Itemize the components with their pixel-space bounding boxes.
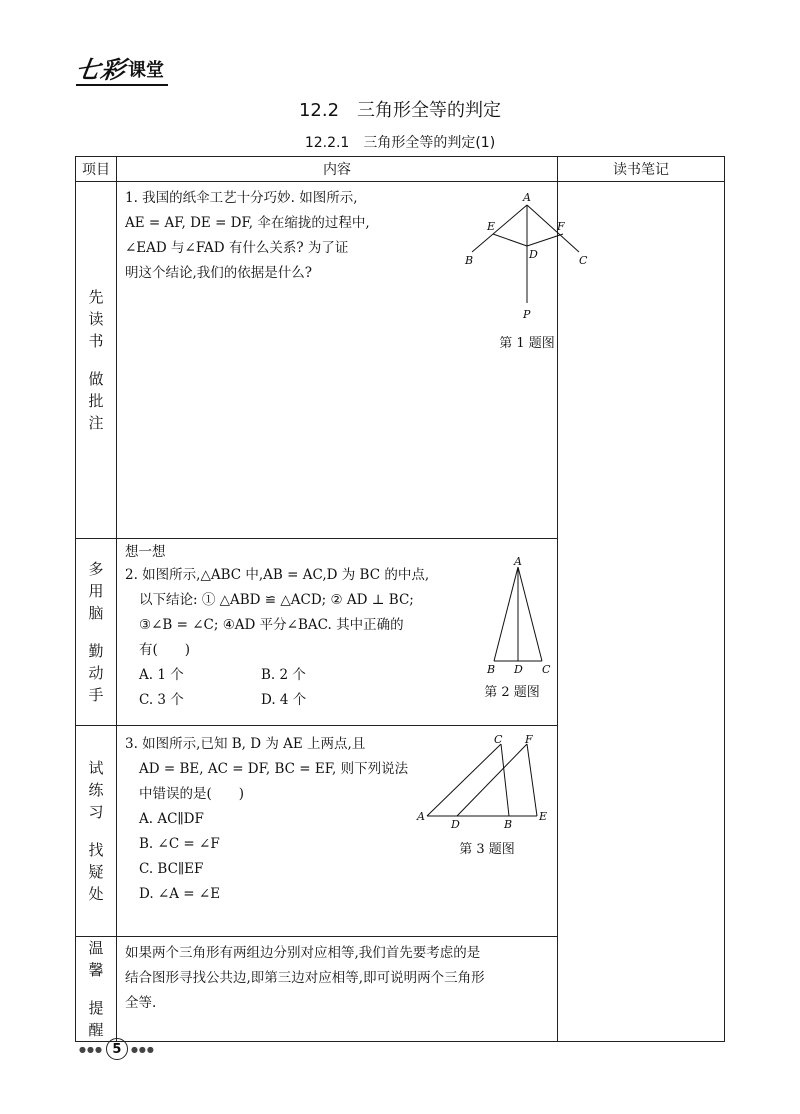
- q1-text: [125, 186, 425, 286]
- q3-option-b: B. ∠C = ∠F: [139, 836, 220, 852]
- q1-caption: 第 1 题图: [499, 336, 555, 351]
- logo-underline: [76, 84, 168, 86]
- q2-label-d: D: [514, 663, 523, 676]
- section-title: 12.2 三角形全等的判定: [298, 100, 502, 121]
- q1-cell: [117, 182, 588, 539]
- q2-label-b: B: [487, 663, 496, 676]
- q2-line: 2. 如图所示,△ABC 中,AB = AC,D 为 BC 的中点,: [125, 567, 430, 583]
- q3-label-f: F: [525, 733, 533, 746]
- label-group-4: [76, 937, 116, 1041]
- q2-figure: [467, 555, 557, 676]
- q1-label-p: P: [523, 308, 531, 321]
- q3-option-c: C. BC∥EF: [139, 861, 204, 877]
- q2-option-a: A. 1 个: [139, 667, 184, 683]
- q3-option-d: D. ∠A = ∠E: [139, 886, 221, 902]
- q1-label-c: C: [579, 254, 588, 267]
- tip-line: 结合图形寻找公共边,即第三边对应相等,即可说明两个三角形: [125, 970, 485, 986]
- q3-caption: 第 3 题图: [459, 842, 515, 857]
- label-gap: [76, 823, 116, 839]
- row-label-phrase: 做批注: [88, 370, 104, 432]
- q2-option-d: D. 4 个: [261, 692, 307, 708]
- dots-right: ●●●: [130, 1044, 155, 1054]
- q2-line: ③∠B = ∠C; ④AD 平分∠BAC. 其中正确的: [139, 617, 404, 633]
- q2-cell: [117, 539, 558, 726]
- tip-line: 如果两个三角形有两组边分别对应相等,我们首先要考虑的是: [125, 945, 481, 961]
- q3-label-b: B: [504, 818, 513, 831]
- brand-logo: [73, 52, 164, 84]
- q2-options-row-2: [125, 688, 475, 713]
- row-label-phrase: 试练习: [88, 759, 104, 821]
- q3-label-c: C: [494, 733, 503, 746]
- q2-think: 想一想: [125, 544, 166, 560]
- row-label-practice: [76, 726, 117, 937]
- q1-line: 明这个结论,我们的依据是什么?: [125, 265, 313, 281]
- q1-line: 1. 我国的纸伞工艺十分巧妙. 如图所示,: [125, 190, 358, 206]
- tip-cell: [117, 937, 558, 1042]
- q1-label-b: B: [465, 254, 474, 267]
- subsection-title: 12.2.1 三角形全等的判定(1): [304, 135, 496, 151]
- q2-label-c: C: [542, 663, 551, 676]
- label-group-3: [76, 757, 116, 905]
- q3-label-d: D: [451, 818, 460, 831]
- row-label-phrase: 提醒: [88, 999, 104, 1039]
- q2-option-b: B. 2 个: [261, 667, 306, 683]
- q3-line: AD = BE, AC = DF, BC = EF, 则下列说法: [139, 761, 409, 777]
- dots-left: ●●●: [79, 1044, 103, 1054]
- header-content: 内容: [117, 157, 558, 182]
- q3-label-a: A: [417, 810, 425, 823]
- brand-subtitle: 课堂: [128, 60, 164, 81]
- q1-label-f: F: [557, 220, 565, 233]
- row-label-think: [76, 539, 117, 726]
- tip-line: 全等.: [125, 995, 157, 1011]
- row-label-tip: [76, 937, 117, 1042]
- brand-name: 七彩: [73, 55, 128, 84]
- label-gap: [76, 624, 116, 640]
- row-label-phrase: 多用脑: [88, 560, 104, 622]
- label-gap: [76, 981, 116, 997]
- page-number-badge: [79, 1038, 155, 1060]
- q2-line: 以下结论: ① △ABD ≌ △ACD; ② AD ⊥ BC;: [139, 592, 414, 608]
- header-item: 项目: [76, 157, 117, 182]
- row-label-phrase: 温馨: [88, 939, 104, 979]
- q3-text: [125, 732, 425, 907]
- tip-text: [117, 937, 557, 1016]
- label-group-2: [76, 558, 116, 706]
- q3-label-e: E: [539, 810, 548, 823]
- q2-caption: 第 2 题图: [484, 685, 540, 700]
- study-table: [75, 156, 725, 1042]
- q2-option-c: C. 3 个: [139, 692, 184, 708]
- label-group-1: [76, 286, 116, 434]
- page-number: 5: [106, 1038, 128, 1060]
- row-label-phrase: 找疑处: [88, 841, 104, 903]
- q3-option-a: A. AC∥DF: [139, 811, 204, 827]
- notes-area: [558, 182, 725, 1042]
- q3-line: 3. 如图所示,已知 B, D 为 AE 上两点,且: [125, 736, 366, 752]
- q2-label-a: A: [514, 555, 522, 568]
- label-gap: [76, 352, 116, 368]
- row-label-read: [76, 182, 117, 539]
- q3-figure: [417, 734, 557, 829]
- q1-label-d: D: [529, 248, 538, 261]
- q1-label-a: A: [523, 191, 531, 204]
- row-label-phrase: 先读书: [88, 288, 104, 350]
- header-notes: 读书笔记: [558, 157, 725, 182]
- row-label-phrase: 勤动手: [88, 642, 104, 704]
- q1-line: ∠EAD 与∠FAD 有什么关系? 为了证: [125, 240, 349, 256]
- q1-figure: [417, 190, 588, 325]
- q2-line: 有( ): [139, 642, 191, 658]
- q1-label-e: E: [487, 220, 496, 233]
- q3-cell: [117, 726, 558, 937]
- q3-line: 中错误的是( ): [139, 786, 245, 802]
- q2-options-row-1: [125, 663, 475, 688]
- q1-line: AE = AF, DE = DF, 伞在缩拢的过程中,: [125, 215, 370, 231]
- q2-text: [125, 541, 475, 713]
